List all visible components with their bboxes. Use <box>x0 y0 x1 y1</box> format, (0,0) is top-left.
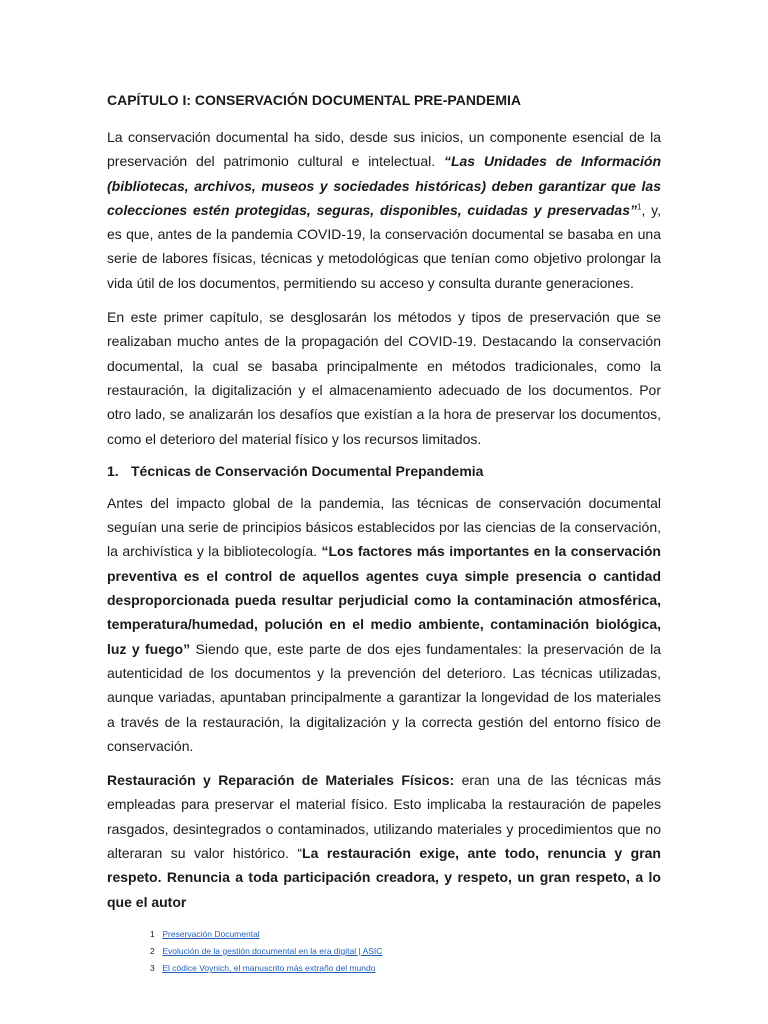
chapter-title: CAPÍTULO I: CONSERVACIÓN DOCUMENTAL PRE-PANDEMIA <box>107 92 522 108</box>
section-heading-1 <box>107 461 661 481</box>
techniques-quote: “Los factores más importantes en la conservación preventiva es el control de aquellos agentes cuya simple presencia o cantidad desproporcionada pueda resultar perjudicial como la contaminación atmosférica, temperatura/humedad, polución en el medio ambiente, contaminación biológica, luz y fuego” <box>107 543 661 657</box>
restoration-text: eran una de las técnicas más empleadas para preservar el material físico. Esto implicaba la restauración de papeles rasgados, desintegrados o contaminados, utilizando materiales y procedimientos que no alteraran su valor histórico. “ <box>107 772 661 862</box>
paragraph-intro <box>107 125 661 295</box>
footnote-number: 2 <box>150 946 155 956</box>
footnote-link-1[interactable]: Preservación Documental <box>162 929 260 939</box>
paragraph-chapter-overview: En este primer capítulo, se desglosarán los métodos y tipos de preservación que se realizaban mucho antes de la propagación del COVID-19. Destacando la conservación documental, la cual se basaba principalmente en métodos tradicionales, como la restauración, la digitalización y el almacenamiento adecuado de los documentos. Por otro lado, se analizarán los desafíos que existían a la hora de preservar los documentos, como el deterioro del material físico y los recursos limitados. <box>107 309 661 447</box>
techniques-text: Antes del impacto global de la pandemia, las técnicas de conservación documental seguían una serie de principios básicos establecidos por las ciencias de la conservación, la archivística y la bibliotecología. <box>107 494 661 560</box>
footnote-2 <box>150 943 650 960</box>
footnote-number: 3 <box>150 963 155 973</box>
intro-quote: “Las Unidades de Información (bibliotecas, archivos, museos y sociedades históricas) deben garantizar que las colecciones estén protegidas, seguras, disponibles, cuidadas y preservadas” <box>107 153 661 218</box>
restoration-lead: Restauración y Reparación de Materiales Físicos: <box>107 772 455 789</box>
paragraph-restoration <box>107 768 661 914</box>
footnote-ref-1[interactable]: 1 <box>637 202 642 212</box>
techniques-text-continued: Siendo que, este parte de dos ejes fundamentales: la preservación de la autenticidad de los documentos y la prevención del deterioro. Las técnicas utilizadas, aunque variadas, apuntaban principalmente a garantizar la longevidad de los materiales a través de la restauración, la digitalización y la correcta gestión del entorno físico de conservación. <box>107 640 661 754</box>
paragraph-techniques <box>107 491 661 758</box>
footnote-link-3[interactable]: El códice Voynich, el manuscrito más extraño del mundo <box>162 963 376 973</box>
document-page <box>107 90 661 924</box>
section-title: Técnicas de Conservación Documental Prepandemia <box>131 462 484 479</box>
footnote-1 <box>150 926 650 943</box>
footnotes <box>150 926 650 977</box>
restoration-quote: La restauración exige, ante todo, renuncia y gran respeto. Renuncia a toda participación creadora, y respeto, un gran respeto, a lo que el autor <box>107 845 661 910</box>
footnote-number: 1 <box>150 929 155 939</box>
footnote-link-2[interactable]: Evolución de la gestión documental en la era digital | ASIC <box>162 946 383 956</box>
intro-text: La conservación documental ha sido, desde sus inicios, un componente esencial de la preservación del patrimonio cultural e intelectual. <box>107 129 661 170</box>
intro-text-continued: , y, es que, antes de la pandemia COVID-19, la conservación documental se basaba en una serie de labores físicas, técnicas y metodológicas que tenían como objetivo prolongar la vida útil de los documentos, permitiendo su acceso y consulta durante generaciones. <box>107 201 661 291</box>
section-number: 1. <box>107 462 119 479</box>
footnote-3 <box>150 960 650 977</box>
